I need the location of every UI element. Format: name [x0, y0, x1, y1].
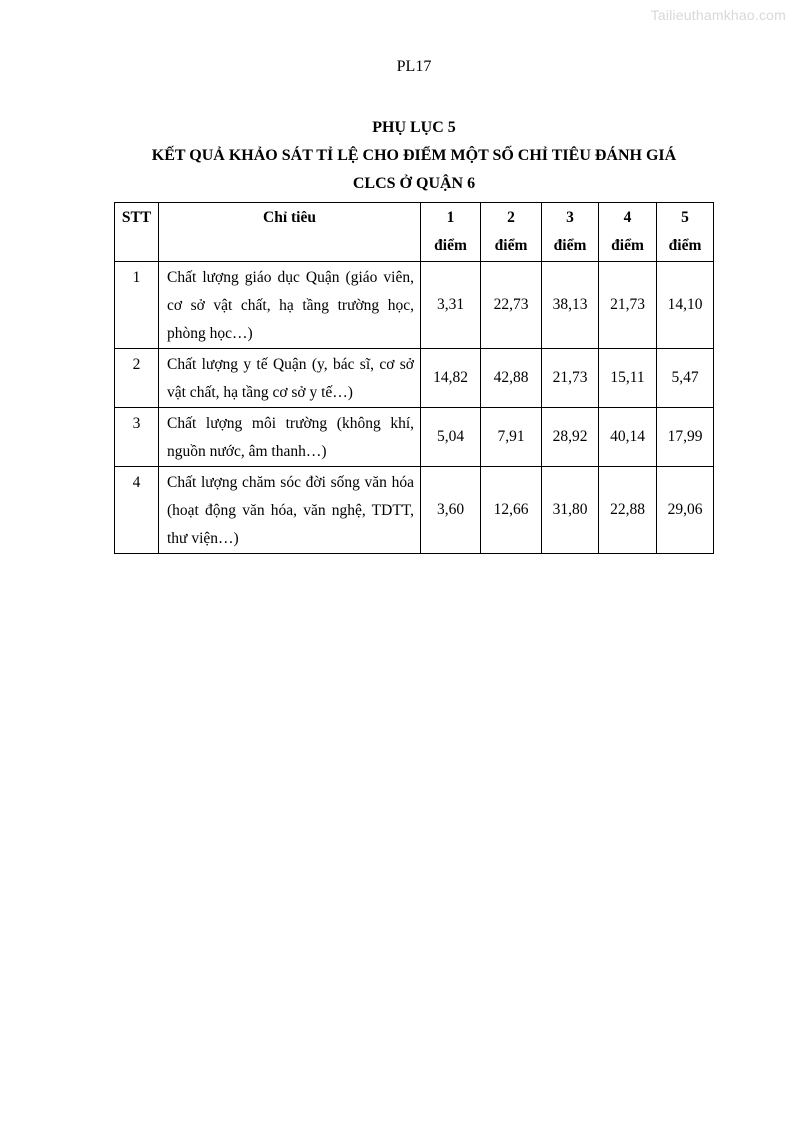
row-criterion: Chất lượng y tế Quận (y, bác sĩ, cơ sở vật chất, hạ tầng cơ sở y tế…)	[159, 349, 421, 408]
row-value-score-3: 28,92	[542, 408, 599, 467]
row-value-score-2: 7,91	[481, 408, 542, 467]
row-value-score-5: 29,06	[657, 467, 714, 554]
row-criterion: Chất lượng giáo dục Quận (giáo viên, cơ sở vật chất, hạ tầng trường học, phòng học…)	[159, 262, 421, 349]
row-value-score-4: 21,73	[599, 262, 657, 349]
row-value-score-2: 12,66	[481, 467, 542, 554]
row-value-score-4: 15,11	[599, 349, 657, 408]
header-score-2: 2 điểm	[481, 203, 542, 262]
row-value-score-3: 21,73	[542, 349, 599, 408]
row-stt: 2	[115, 349, 159, 408]
row-value-score-4: 22,88	[599, 467, 657, 554]
row-value-score-2: 42,88	[481, 349, 542, 408]
page-number: PL17	[396, 58, 432, 75]
survey-results-table	[114, 202, 714, 554]
header-score-3: 3 điểm	[542, 203, 599, 262]
document-heading	[0, 114, 794, 198]
table-row	[115, 349, 714, 408]
row-value-score-1: 3,31	[421, 262, 481, 349]
row-value-score-3: 31,80	[542, 467, 599, 554]
table-row	[115, 408, 714, 467]
row-value-score-1: 14,82	[421, 349, 481, 408]
row-value-score-5: 5,47	[657, 349, 714, 408]
row-stt: 4	[115, 467, 159, 554]
row-value-score-5: 17,99	[657, 408, 714, 467]
appendix-title: PHỤ LỤC 5	[372, 119, 456, 136]
header-score-4: 4 điểm	[599, 203, 657, 262]
survey-table-container	[114, 202, 714, 554]
table-header-row	[115, 203, 714, 262]
row-value-score-4: 40,14	[599, 408, 657, 467]
watermark-text: Tailieuthamkhao.com	[650, 7, 786, 23]
table-row	[115, 262, 714, 349]
table-row	[115, 467, 714, 554]
row-value-score-5: 14,10	[657, 262, 714, 349]
header-score-1: 1 điểm	[421, 203, 481, 262]
row-stt: 3	[115, 408, 159, 467]
row-value-score-1: 5,04	[421, 408, 481, 467]
row-value-score-1: 3,60	[421, 467, 481, 554]
header-score-5: 5 điểm	[657, 203, 714, 262]
row-value-score-3: 38,13	[542, 262, 599, 349]
row-stt: 1	[115, 262, 159, 349]
survey-title-line-2: CLCS Ở QUẬN 6	[352, 175, 476, 192]
row-value-score-2: 22,73	[481, 262, 542, 349]
row-criterion: Chất lượng chăm sóc đời sống văn hóa (hoạt động văn hóa, văn nghệ, TDTT, thư viện…)	[159, 467, 421, 554]
header-criterion: Chỉ tiêu	[159, 203, 421, 262]
row-criterion: Chất lượng môi trường (không khí, nguồn nước, âm thanh…)	[159, 408, 421, 467]
survey-title-line-1: KẾT QUẢ KHẢO SÁT TỈ LỆ CHO ĐIỂM MỘT SỐ CHỈ TIÊU ĐÁNH GIÁ	[151, 147, 677, 164]
header-stt: STT	[115, 203, 159, 262]
